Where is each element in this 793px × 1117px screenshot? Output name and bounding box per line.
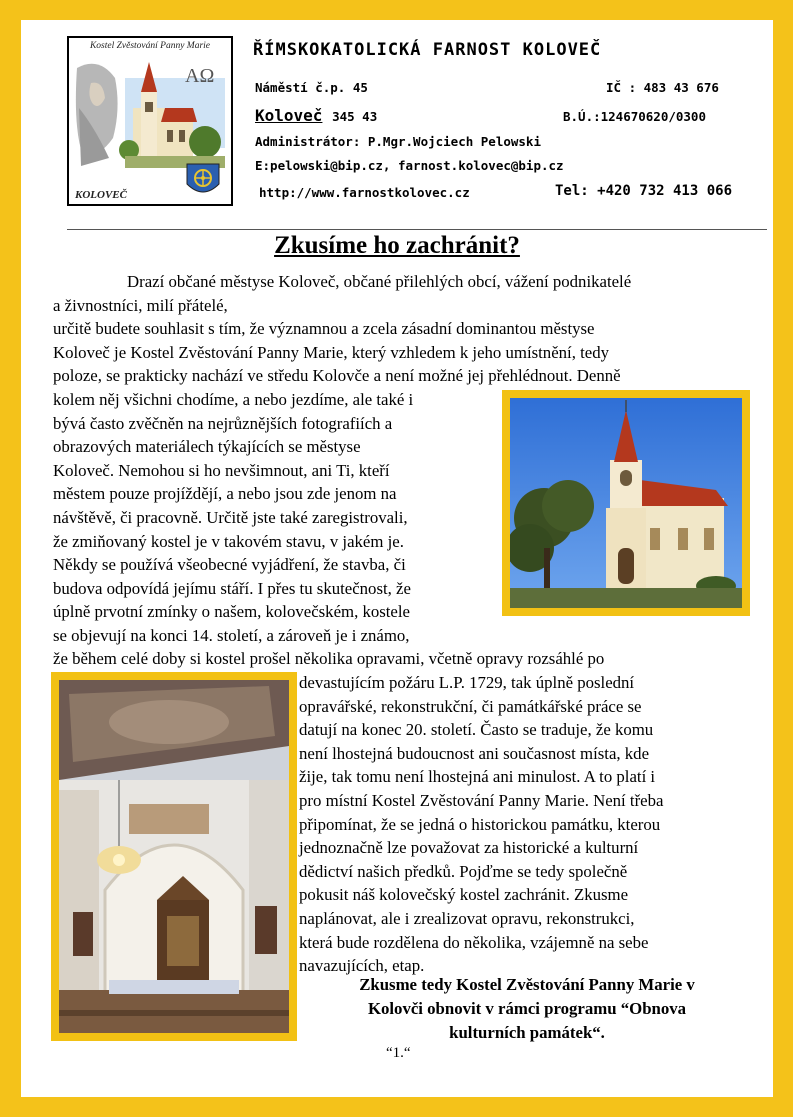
page bbox=[21, 20, 773, 1097]
text-line: naplánovat, ale i zrealizovat opravu, rekonstrukci, bbox=[299, 908, 635, 928]
text-line: úplně prvotní zmínky o našem, kolovečském, kostele bbox=[53, 602, 410, 622]
page-number: “1.“ bbox=[386, 1045, 411, 1061]
text-line: Někdy se používá všeobecné vyjádření, že stavba, či bbox=[53, 555, 406, 575]
text-line: Koloveč je Kostel Zvěstování Panny Marie, který vzhledem k jeho umístnění, tedy bbox=[53, 342, 609, 362]
email-line: E:pelowski@bip.cz, farnost.kolovec@bip.cz bbox=[255, 158, 564, 173]
text-line: poloze, se prakticky nachází ve středu Kolovče a není možné jej přehlédnout. Denně bbox=[53, 366, 621, 386]
text-line: není lhostejná budoucnost ani současnost místa, kde bbox=[299, 743, 650, 763]
text-line: budova odpovídá jejímu stáří. I přes tu skutečnost, že bbox=[53, 578, 411, 598]
text-line: že zmiňovaný kostel je v takovém stavu, v jakém je. bbox=[53, 531, 404, 551]
text-line: Koloveč. Nemohou si ho nevšimnout, ani Ti, kteří bbox=[53, 460, 390, 480]
text-line: se objevují na konci 14. století, a zároveň je i známo, bbox=[53, 625, 410, 645]
text-block-right bbox=[299, 671, 663, 978]
town-name: Koloveč bbox=[255, 106, 323, 125]
text-line: jednoznačně lze považovat za historické a kulturní bbox=[299, 838, 639, 858]
closing-appeal bbox=[297, 973, 757, 1045]
bank-account: B.Ú.:124670620/0300 bbox=[563, 109, 706, 124]
ic-number: IČ : 483 43 676 bbox=[606, 80, 719, 95]
text-line: připomínat, že se jedná o historickou památku, kterou bbox=[299, 814, 661, 834]
logo-illustration bbox=[69, 38, 231, 204]
closing-line: Zkusme tedy Kostel Zvěstování Panny Marie v bbox=[359, 975, 695, 994]
text-line: žije, tak tomu není lhostejná ani minulost. A to platí i bbox=[299, 767, 656, 787]
text-line: navazujících, etap. bbox=[299, 956, 425, 976]
administrator: Administrátor: P.Mgr.Wojciech Pelowski bbox=[255, 134, 541, 149]
text-line: kolem něj všichni chodíme, a nebo jezdíme, ale také i bbox=[53, 390, 414, 409]
closing-line: kulturních památek“. bbox=[449, 1023, 605, 1042]
text-line: určitě budete souhlasit s tím, že významnou a zcela zásadní dominantou městyse bbox=[53, 319, 595, 339]
text-line: Drazí občané městyse Koloveč, občané přilehlých obcí, vážení podnikatelé bbox=[127, 272, 632, 291]
text-block-intro bbox=[53, 270, 631, 388]
text-line: která bude rozdělena do několika, vzájemně na sebe bbox=[299, 932, 649, 952]
closing-line: Kolovči obnovit v rámci programu “Obnova bbox=[367, 999, 687, 1018]
street-address: Náměstí č.p. 45 bbox=[255, 80, 368, 95]
logo-monogram: AΩ bbox=[185, 65, 215, 87]
text-line: devastujícím požáru L.P. 1729, tak úplně poslední bbox=[299, 673, 635, 692]
text-line: opravářské, rekonstrukční, či památkářské práce se bbox=[299, 696, 642, 716]
text-line: a živnostníci, milí přátelé, bbox=[53, 295, 228, 315]
parish-logo bbox=[67, 36, 233, 206]
text-line: pokusit náš kolovečský kostel zachránit. Zkusme bbox=[299, 885, 629, 905]
text-line: že během celé doby si kostel prošel několika opravami, včetně opravy rozsáhlé po bbox=[53, 649, 605, 668]
logo-town-label: KOLOVEČ bbox=[75, 189, 127, 201]
text-line: datují na konec 20. století. Často se traduje, že komu bbox=[299, 720, 654, 740]
text-block-middle bbox=[53, 647, 604, 671]
logo-caption: Kostel Zvěstování Panny Marie bbox=[89, 41, 211, 51]
article-headline: Zkusíme ho zachránit? bbox=[274, 232, 520, 259]
text-line: městem pouze projíždějí, a nebo jsou zde jenom na bbox=[53, 484, 397, 504]
church-exterior-photo bbox=[502, 390, 750, 616]
header-divider bbox=[67, 229, 767, 230]
website: http://www.farnostkolovec.cz bbox=[259, 185, 470, 200]
church-interior-photo bbox=[51, 672, 297, 1041]
text-line: pro místní Kostel Zvěstování Panny Marie. Není třeba bbox=[299, 790, 664, 810]
text-line: dědictví našich předků. Pojďme se tedy společně bbox=[299, 861, 628, 881]
parish-title: ŘÍMSKOKATOLICKÁ FARNOST KOLOVEČ bbox=[253, 40, 602, 60]
text-line: bývá často zvěčněn na nejrůznějších fotografiích a bbox=[53, 413, 393, 433]
text-block-left bbox=[53, 388, 413, 648]
telephone: Tel: +420 732 413 066 bbox=[555, 183, 733, 199]
zip-code: 345 43 bbox=[332, 109, 378, 124]
text-line: návštěvě, či pracovně. Určitě jste také zaregistrovali, bbox=[53, 507, 408, 527]
text-line: obrazových materiálech týkajících se městyse bbox=[53, 437, 361, 457]
